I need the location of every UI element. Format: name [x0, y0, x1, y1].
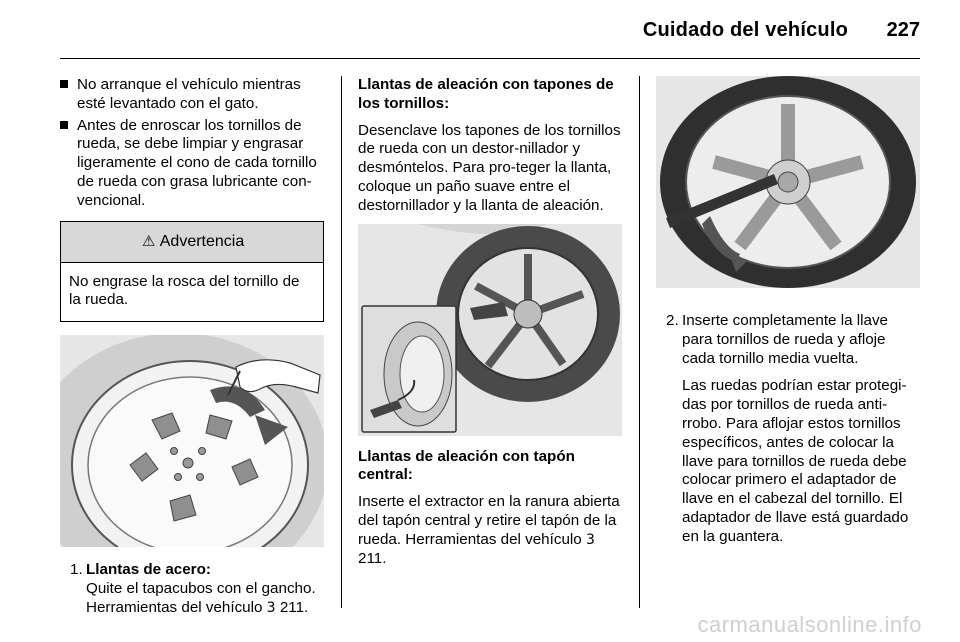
column-3 [656, 76, 922, 547]
column-2 [358, 76, 623, 568]
column-divider-2 [639, 76, 640, 608]
step-2: 2. Inserte completamente la llave para tornillos de rueda y afloje cada tornillo media vuelta. Las ruedas podrían estar protegi-das por tornillos de rueda anti-rrobo. Para aflojar estos tornillos específicos, antes de colocar la llave para tornillos de rueda debe colocar primero el adaptador de llave en el cabezal del tornillo. El adaptador de llave está guardado en la guantera. [656, 312, 922, 547]
step-2-text: Inserte completamente la llave para tornillos de rueda y afloje cada tornillo media vuelta. [682, 312, 888, 367]
section-heading-alloy-center-cap: Llantas de aleación con tapón central: [358, 447, 575, 484]
warning-text: No engrase la rosca del tornillo de la rueda. [69, 272, 300, 309]
page-number: 227 [886, 19, 920, 41]
hubcap-removal-illustration [60, 335, 324, 547]
step-1-heading: Llantas de acero: [86, 561, 211, 579]
warning-header [61, 222, 323, 263]
column-divider-1 [341, 76, 342, 608]
warning-box [60, 221, 324, 323]
step-1: 1. Llantas de acero: Quite el tapacubos con el gancho. Herramientas del vehículo 3 211. [60, 561, 326, 617]
list-item: Antes de enroscar los tornillos de rueda, se debe limpiar y engrasar ligeramente el cono de cada tornillo de rueda con grasa lubricante con-vencional. [60, 117, 326, 211]
step-1-text: Quite el tapacubos con el gancho. Herramientas del vehículo 3 211. [86, 579, 316, 616]
watermark: carmanualsonline.info [697, 612, 922, 637]
figure-steel-wheel-hubcap [60, 335, 324, 547]
bullet-square-icon [60, 80, 68, 88]
page-title: Cuidado del vehículo [642, 19, 848, 41]
page-reference-icon: 3 [266, 599, 276, 616]
wheel-wrench-illustration [656, 76, 920, 288]
bullet-list [60, 76, 326, 211]
alloy-cap-removal-illustration [358, 224, 622, 436]
warning-triangle-icon: ⚠ [142, 232, 156, 250]
paragraph-alloy-bolt-caps: Desenclave los tapones de los tornillos de rueda con un destor-nillador y desmóntelos. Para pro-teger la llanta, coloque un paño suave entre el destornillador y la llanta de aleación. [358, 121, 621, 214]
figure-wheel-wrench [656, 76, 920, 288]
paragraph-alloy-center-cap: Inserte el extractor en la ranura abierta del tapón central y retire el tapón de la rueda. Herramientas del vehículo 3 211. [358, 493, 620, 567]
section-heading-alloy-bolt-caps: Llantas de aleación con tapones de los tornillos: [358, 76, 614, 112]
page-reference-icon: 3 [585, 531, 595, 548]
list-item: No arranque el vehículo mientras esté levantado con el gato. [60, 76, 326, 114]
page-header [0, 0, 960, 66]
warning-title: Advertencia [159, 232, 245, 250]
step-2-paragraph: Las ruedas podrían estar protegi-das por tornillos de rueda anti-rrobo. Para aflojar estos tornillos específicos, antes de colocar la llave para tornillos de rueda debe colocar primero el adaptador de llave en el cabezal del tornillo. El adaptador de llave está guardado en la guantera. [682, 377, 909, 545]
figure-alloy-wheel-cap [358, 224, 622, 436]
bullet-square-icon [60, 121, 68, 129]
header-divider [60, 58, 920, 59]
column-1 [60, 76, 326, 618]
